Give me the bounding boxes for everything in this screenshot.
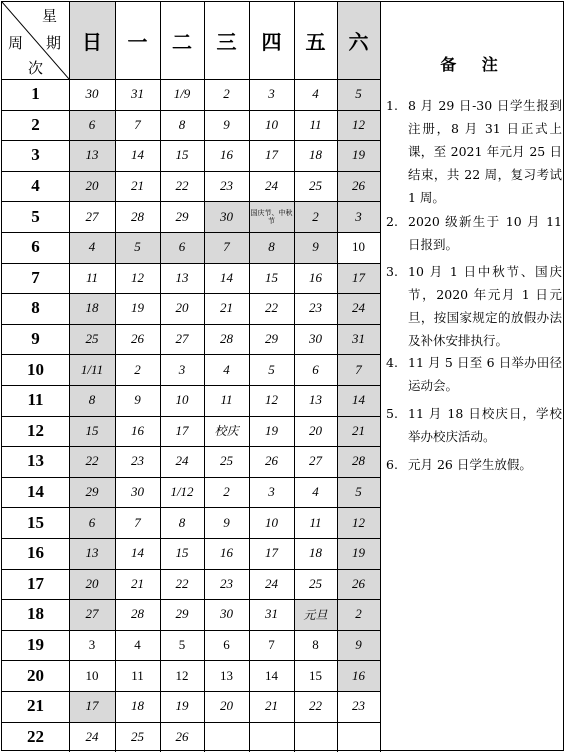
column-divider — [249, 2, 250, 752]
date-cell: 22 — [309, 698, 322, 714]
date-cell: 18 — [309, 147, 322, 163]
date-cell: 17 — [265, 147, 278, 163]
date-cell: 26 — [337, 569, 380, 600]
week-number: 16 — [27, 543, 44, 563]
date-cell: 4 — [223, 361, 230, 377]
date-cell: 5 — [115, 232, 160, 263]
row-divider — [2, 293, 380, 294]
note-text: 8 月 29 日-30 日学生报到注册，8 月 31 日正式上课，至 2021 年元月 25 日结束，共 22 周，复习考试 1 周。 — [408, 98, 562, 205]
date-cell: 13 — [69, 140, 115, 171]
date-cell: 31 — [131, 86, 144, 102]
date-cell: 2 — [223, 484, 230, 500]
date-cell: 3 — [88, 637, 96, 653]
date-cell: 28 — [131, 606, 144, 622]
date-cell: 24 — [265, 575, 278, 591]
week-number: 1 — [31, 84, 40, 104]
date-cell: 8 — [178, 514, 186, 530]
date-cell: 14 — [337, 385, 380, 416]
note-text: 11 月 18 日校庆日，学校举办校庆活动。 — [408, 406, 562, 444]
date-cell: 31 — [265, 606, 278, 622]
date-cell: 10 — [85, 667, 99, 683]
corner-diagonal — [2, 2, 69, 79]
corner-label-top: 星 — [42, 7, 58, 25]
date-cell: 15 — [175, 545, 189, 561]
date-cell: 7 — [134, 116, 141, 132]
date-cell: 6 — [223, 637, 230, 653]
date-cell: 18 — [309, 545, 322, 561]
date-cell: 23 — [220, 575, 233, 591]
week-number: 3 — [31, 145, 40, 165]
date-cell: 4 — [312, 484, 319, 500]
note-number: 5. — [386, 406, 398, 421]
day-header: 六 — [337, 2, 380, 79]
date-cell: 28 — [337, 446, 380, 477]
date-cell: 9 — [223, 514, 230, 530]
date-cell: 23 — [352, 698, 365, 714]
date-cell: 24 — [337, 293, 380, 324]
row-divider — [2, 477, 380, 478]
date-cell: 15 — [309, 667, 322, 683]
date-cell: 17 — [69, 691, 115, 722]
date-cell: 2 — [337, 599, 380, 630]
week-number: 22 — [27, 726, 44, 746]
note-item — [386, 94, 562, 209]
week-number: 2 — [31, 114, 40, 134]
column-divider — [115, 2, 116, 752]
date-cell: 11 — [85, 269, 99, 285]
note-number: 4. — [386, 355, 398, 370]
date-cell: 22 — [175, 178, 189, 194]
date-cell: 17 — [265, 545, 278, 561]
date-cell: 21 — [131, 178, 144, 194]
date-cell: 29 — [175, 208, 189, 224]
date-cell: 17 — [175, 422, 189, 438]
date-cell: 7 — [134, 514, 141, 530]
date-cell: 20 — [220, 698, 233, 714]
date-cell: 2 — [294, 201, 337, 232]
row-divider — [2, 140, 380, 141]
note-text: 10 月 1 日中秋节、国庆节，2020 年元月 1 日元旦，按国家规定的放假办法及补休安排执行。 — [408, 264, 562, 348]
date-cell: 30 — [85, 86, 99, 102]
date-cell: 6 — [69, 110, 115, 141]
row-divider — [2, 324, 380, 325]
date-cell: 11 — [309, 514, 322, 530]
date-cell: 19 — [337, 140, 380, 171]
date-cell: 29 — [265, 331, 278, 347]
row-divider — [2, 722, 380, 723]
date-cell: 24 — [265, 178, 278, 194]
date-cell: 4 — [69, 232, 115, 263]
date-cell: 10 — [265, 514, 278, 530]
note-number: 6. — [386, 457, 398, 472]
week-number: 17 — [27, 573, 44, 593]
date-cell: 20 — [309, 422, 322, 438]
date-cell: 14 — [265, 667, 278, 683]
date-cell: 20 — [69, 171, 115, 202]
row-divider — [2, 569, 380, 570]
note-item — [386, 402, 562, 448]
date-cell: 27 — [175, 331, 189, 347]
week-number: 19 — [27, 635, 44, 655]
day-header: 三 — [216, 30, 237, 54]
row-divider — [2, 201, 380, 202]
date-cell: 30 — [220, 606, 233, 622]
day-header: 二 — [172, 30, 192, 54]
date-cell — [249, 722, 294, 752]
week-number: 9 — [31, 329, 40, 349]
date-cell: 8 — [69, 385, 115, 416]
date-cell: 29 — [69, 477, 115, 508]
row-divider — [2, 171, 380, 172]
date-cell: 21 — [220, 300, 233, 316]
day-header: 四 — [261, 30, 282, 54]
date-cell: 25 — [309, 178, 322, 194]
date-cell: 12 — [131, 269, 144, 285]
date-cell: 12 — [337, 110, 380, 141]
date-cell: 5 — [178, 637, 186, 653]
date-cell: 15 — [175, 147, 189, 163]
date-cell: 27 — [69, 599, 115, 630]
date-cell: 1/12 — [170, 484, 194, 500]
date-cell: 12 — [337, 507, 380, 538]
date-cell: 13 — [309, 392, 322, 408]
date-cell: 国庆节、中秋节 — [249, 201, 294, 232]
note-number: 1. — [386, 98, 398, 113]
column-divider — [294, 2, 295, 752]
date-cell: 23 — [131, 453, 144, 469]
date-cell: 11 — [131, 667, 144, 683]
date-cell: 校庆 — [214, 424, 239, 439]
notes-title: 备 注 — [440, 55, 508, 74]
week-number: 10 — [27, 359, 44, 379]
note-item — [386, 210, 562, 256]
date-cell: 25 — [131, 728, 144, 744]
row-divider — [2, 110, 380, 111]
note-item — [386, 260, 562, 352]
date-cell: 8 — [249, 232, 294, 263]
date-cell: 26 — [175, 728, 189, 744]
date-cell: 25 — [220, 453, 233, 469]
date-cell: 12 — [265, 392, 278, 408]
date-cell: 7 — [337, 354, 380, 385]
row-divider — [2, 507, 380, 508]
date-cell: 16 — [220, 147, 233, 163]
day-header: 一 — [127, 30, 148, 54]
date-cell: 5 — [337, 79, 380, 110]
corner-label-middle-right: 期 — [46, 34, 62, 52]
date-cell: 23 — [220, 178, 233, 194]
date-cell: 9 — [223, 116, 230, 132]
date-cell: 8 — [312, 637, 319, 653]
date-cell: 3 — [337, 201, 380, 232]
week-number: 21 — [27, 696, 44, 716]
date-cell: 9 — [337, 630, 380, 661]
week-number: 18 — [27, 604, 44, 624]
date-cell: 19 — [175, 698, 189, 714]
note-number: 2. — [386, 214, 398, 229]
date-cell: 8 — [178, 116, 186, 132]
row-divider — [2, 416, 380, 417]
date-cell: 2 — [223, 86, 230, 102]
date-cell: 5 — [268, 361, 275, 377]
date-cell: 21 — [131, 575, 144, 591]
date-cell: 30 — [204, 201, 249, 232]
corner-label-bottom: 次 — [28, 59, 44, 77]
note-item — [386, 351, 562, 397]
date-cell: 6 — [312, 361, 319, 377]
week-number: 15 — [27, 512, 44, 532]
date-cell: 26 — [131, 331, 144, 347]
note-text: 元月 26 日学生放假。 — [408, 457, 532, 472]
academic-calendar — [1, 1, 564, 751]
date-cell: 3 — [268, 484, 275, 500]
date-cell: 16 — [337, 660, 380, 691]
week-number: 12 — [27, 420, 44, 440]
date-cell: 21 — [337, 416, 380, 447]
date-cell: 14 — [131, 545, 144, 561]
date-cell: 19 — [265, 422, 278, 438]
date-cell: 31 — [337, 324, 380, 355]
date-cell: 16 — [220, 545, 233, 561]
date-cell: 19 — [131, 300, 144, 316]
row-divider — [2, 599, 380, 600]
date-cell: 15 — [69, 416, 115, 447]
week-number: 13 — [27, 451, 44, 471]
date-cell: 20 — [175, 300, 189, 316]
date-cell: 22 — [69, 446, 115, 477]
date-cell: 21 — [265, 698, 278, 714]
row-divider — [2, 691, 380, 692]
row-divider — [2, 354, 380, 355]
week-number: 11 — [27, 390, 44, 410]
date-cell: 27 — [85, 208, 99, 224]
date-cell: 元旦 — [294, 599, 337, 630]
date-cell: 11 — [220, 392, 233, 408]
date-cell: 9 — [294, 232, 337, 263]
row-divider — [2, 385, 380, 386]
column-divider — [69, 2, 70, 752]
date-cell: 5 — [337, 477, 380, 508]
corner-label-middle-left: 周 — [8, 34, 24, 52]
date-cell: 24 — [175, 453, 189, 469]
date-cell: 7 — [204, 232, 249, 263]
note-number: 3. — [386, 264, 398, 279]
date-cell: 29 — [175, 606, 189, 622]
date-cell: 9 — [134, 392, 141, 408]
week-number: 7 — [31, 267, 40, 287]
date-cell: 13 — [175, 269, 189, 285]
date-cell: 10 — [352, 239, 365, 255]
row-divider — [2, 232, 380, 233]
week-number: 14 — [27, 482, 44, 502]
date-cell: 1/11 — [69, 354, 115, 385]
date-cell: 27 — [309, 453, 322, 469]
header-divider — [2, 79, 380, 80]
date-cell: 18 — [69, 293, 115, 324]
date-cell: 22 — [265, 300, 278, 316]
date-cell: 14 — [220, 269, 233, 285]
date-cell: 2 — [134, 361, 141, 377]
date-cell: 25 — [69, 324, 115, 355]
date-cell: 19 — [337, 538, 380, 569]
date-cell: 1/9 — [173, 86, 191, 102]
date-cell: 18 — [131, 698, 144, 714]
date-cell: 10 — [175, 392, 189, 408]
row-divider — [2, 446, 380, 447]
date-cell: 20 — [69, 569, 115, 600]
row-divider — [2, 630, 380, 631]
row-divider — [2, 263, 380, 264]
date-cell: 4 — [134, 637, 141, 653]
week-number: 5 — [31, 206, 40, 226]
week-number: 8 — [31, 298, 40, 318]
date-cell: 22 — [175, 575, 189, 591]
date-cell: 15 — [265, 269, 278, 285]
date-cell — [204, 722, 249, 752]
date-cell: 6 — [160, 232, 204, 263]
date-cell: 3 — [268, 86, 275, 102]
day-header: 五 — [305, 30, 326, 54]
date-cell: 26 — [337, 171, 380, 202]
column-divider — [160, 2, 161, 752]
date-cell: 12 — [175, 667, 189, 683]
date-cell: 6 — [69, 507, 115, 538]
date-cell — [337, 722, 380, 752]
row-divider — [2, 538, 380, 539]
date-cell: 14 — [131, 147, 144, 163]
week-number: 4 — [31, 176, 40, 196]
date-cell: 7 — [268, 637, 275, 653]
week-number: 6 — [31, 237, 40, 257]
date-cell: 10 — [265, 116, 278, 132]
column-divider — [204, 2, 205, 752]
date-cell: 28 — [220, 331, 233, 347]
date-cell: 30 — [309, 331, 322, 347]
date-cell: 24 — [85, 728, 99, 744]
date-cell: 28 — [131, 208, 144, 224]
date-cell: 13 — [69, 538, 115, 569]
note-text: 11 月 5 日至 6 日举办田径运动会。 — [408, 355, 562, 393]
date-cell: 17 — [337, 263, 380, 294]
day-header: 日 — [69, 2, 115, 79]
date-cell: 3 — [178, 361, 186, 377]
row-divider — [2, 660, 380, 661]
date-cell: 16 — [131, 422, 144, 438]
date-cell: 13 — [220, 667, 233, 683]
date-cell: 26 — [265, 453, 278, 469]
date-cell — [294, 722, 337, 752]
date-cell: 25 — [309, 575, 322, 591]
date-cell: 16 — [309, 269, 322, 285]
note-item — [386, 453, 562, 476]
column-divider — [380, 2, 381, 752]
date-cell: 4 — [312, 86, 319, 102]
date-cell: 30 — [131, 484, 144, 500]
week-number: 20 — [27, 665, 44, 685]
date-cell: 23 — [309, 300, 322, 316]
column-divider — [337, 2, 338, 752]
note-text: 2020 级新生于 10 月 11 日报到。 — [408, 214, 562, 252]
date-cell: 11 — [309, 116, 322, 132]
